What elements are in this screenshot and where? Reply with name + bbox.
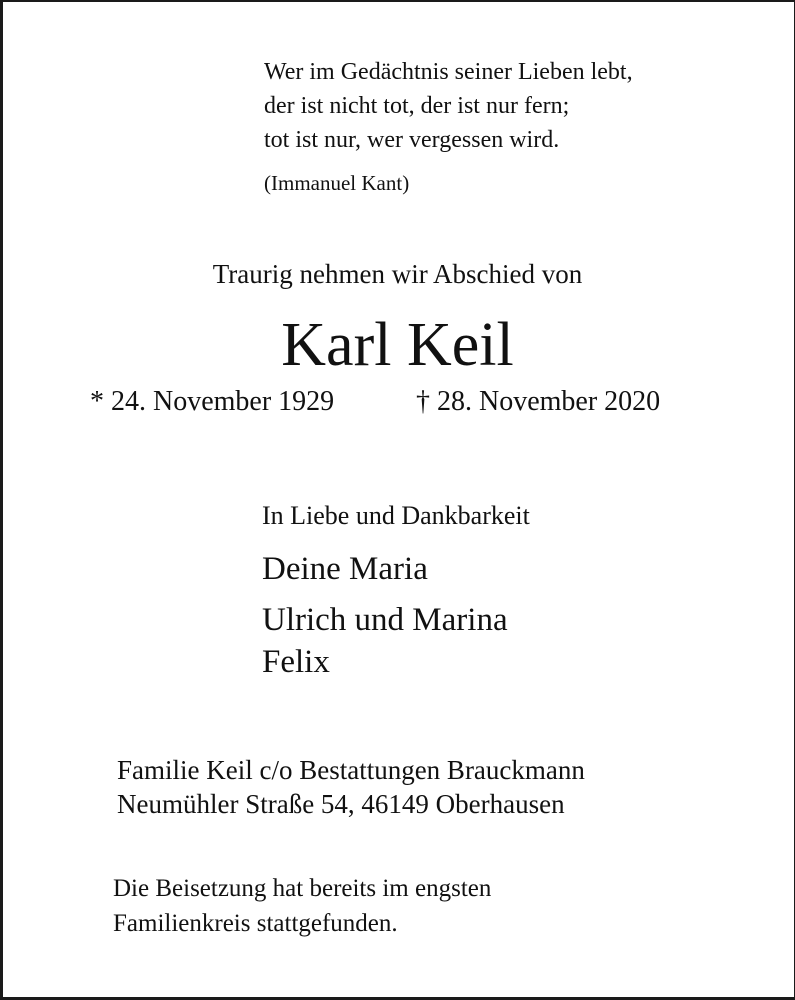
mourners-intro: In Liebe und Dankbarkeit [262, 501, 530, 530]
birth-date: * 24. November 1929 [90, 386, 335, 417]
death-date: † 28. November 2020 [416, 386, 661, 417]
funeral-note: Familienkreis stattgefunden. [113, 910, 398, 937]
quote-line: tot ist nur, wer vergessen wird. [264, 127, 560, 153]
mourner-name: Deine Maria [262, 551, 428, 587]
quote-author: (Immanuel Kant) [264, 171, 410, 195]
address-line: Neumühler Straße 54, 46149 Oberhausen [117, 789, 565, 819]
quote-line: der ist nicht tot, der ist nur fern; [264, 93, 570, 119]
mourner-name: Felix [262, 644, 330, 680]
address-line: Familie Keil c/o Bestattungen Brauckmann [117, 755, 585, 785]
deceased-name: Karl Keil [281, 311, 514, 379]
funeral-note: Die Beisetzung hat bereits im engsten [113, 875, 492, 902]
mourner-name: Ulrich und Marina [262, 602, 508, 638]
quote-line: Wer im Gedächtnis seiner Lieben lebt, [264, 59, 633, 85]
intro-text: Traurig nehmen wir Abschied von [212, 259, 583, 289]
